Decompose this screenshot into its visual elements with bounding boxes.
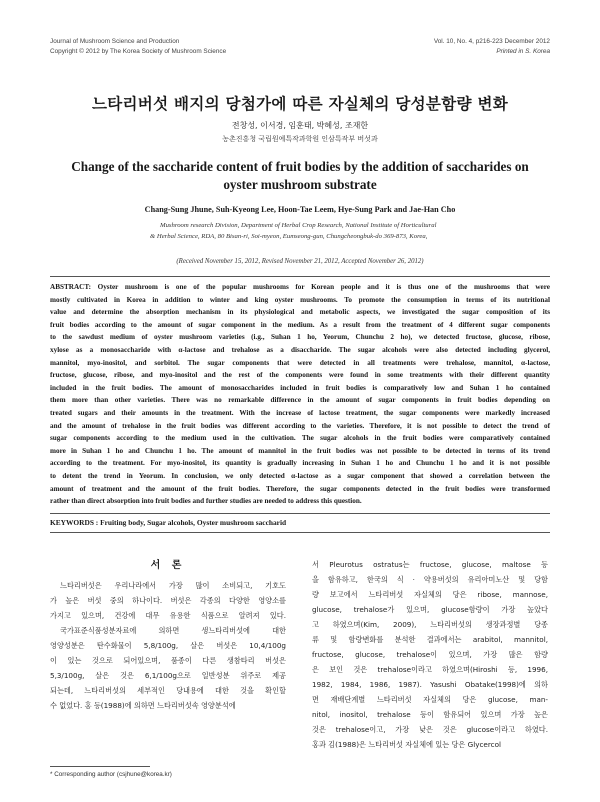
body-text-line: 것은 trehalose이고, 가장 낮은 것은 glucose이라고 하였다. <box>312 725 548 734</box>
abstract-line: more in Suhan 1 ho and Chunchu 1 ho. The amount of mannitol in the fruit bodies was not possible to be detected in terms of its trend <box>50 446 550 455</box>
corresponding-author-footnote: * Corresponding author (csjhune@korea.kr) <box>50 771 172 778</box>
korean-authors: 전창성, 이서경, 임훈태, 박혜성, 조재한 <box>231 121 369 130</box>
body-text-line: 수 없었다. 홍 등(1988)에 의하면 느타리버섯속 영양분석에 <box>50 701 236 710</box>
body-text-line: 되는데, 느타리버섯의 세부적인 당내용에 대한 것을 확인할 <box>50 686 286 695</box>
abstract-line: sugar components according to the medium used in the cultivation. The sugar alcohols in the fruit bodies were comparatively contained <box>50 434 550 443</box>
body-text-line: fructose, glucose, trehalose이 있으며, 가장 많은 함량 <box>312 650 548 659</box>
english-affiliation <box>150 220 540 242</box>
body-text-line: 국가표준식품성분자료에 의하면 생느타리버섯에 대한 <box>60 626 286 635</box>
body-text-line: 은 보인 것은 trehalose이라고 하였으며(Hiroshi 등, 1996, <box>312 665 548 674</box>
abstract-bottom-rule <box>50 513 550 514</box>
keywords: KEYWORDS : Fruiting body, Sugar alcohols, Oyster mushroom saccharid <box>50 518 287 527</box>
body-text-line: 가지고 있으며, 건강에 대무 유용한 식품으로 알려져 있다. <box>50 611 286 620</box>
abstract-top-rule <box>50 276 550 277</box>
body-text-line: 량 보고에서 느타리버섯 자실체의 당은 ribose, mannose, <box>312 590 548 599</box>
body-text-line: 홍과 김(1988)은 느타리버섯 자실체에 있는 당은 Glycercol <box>312 740 501 749</box>
korean-affiliation: 농촌진흥청 국립원예특작과학원 인삼특작부 버섯과 <box>222 135 378 143</box>
footnote-rule <box>50 766 150 767</box>
abstract-line: to detent the trend in Yeorum. In conclusion, we only detected α-lactose as a sugar component that showed a correlation between the <box>50 471 550 480</box>
body-text-line: 류 및 함량변화를 분석한 결과에서는 arabitol, mannitol, <box>312 635 548 644</box>
volume-info: Vol. 10, No. 4, p216-223 December 2012 <box>433 38 550 45</box>
abstract-line: and the amount of trehalose in the fruit bodies was different according to the varieties. Therefore, it is not possible to detect the trend of <box>50 421 550 430</box>
body-text-line: glucose, trehalose가 있으며, glucose함량이 가장 높았다 <box>312 605 548 614</box>
right-body-column <box>312 557 548 752</box>
abstract-line: treated sugars and their amounts in the treatment. With the increase of lactose treatment, the sugar components were markedly increased <box>50 408 550 417</box>
received-dates: (Received November 15, 2012, Revised November 21, 2012, Accepted November 26, 2012) <box>176 258 424 265</box>
body-text-line: 을 함유하고, 한국의 식 · 약용버섯의 유리아미노산 및 당함 <box>312 575 548 584</box>
abstract-line: to the sawdust medium of oyster mushroom varieties (i.g., Suhan 1 ho, Yeorum, Chunchu 2 ho), we detected fructose, glucose, ribose, <box>50 333 550 342</box>
section-title-introduction: 서 론 <box>150 560 186 571</box>
body-text-line: 5,3/100g, 살은 것은 6,1/100g으로 일반성분 위주로 제공 <box>50 671 286 680</box>
abstract-line: xylose as a monosaccharide with α-lactose and trehalose as a disaccharide. The sugar alcohols were also detected including glycerol, <box>50 345 550 354</box>
journal-name: Journal of Mushroom Science and Production <box>50 38 180 45</box>
abstract-line: according to the treatment. For myo-inositol, its quantity is gradually increasing in Suhan 1 ho and Chunchu 1 ho and it is not possible <box>50 459 550 468</box>
abstract-line: them more than other varieties. There was no remarkable difference in the amount of sugar components in fruit bodies depending on <box>50 396 550 405</box>
abstract-line: fructose, glucose, ribose, and myo-inositol and the rest of the components were found in some treatments with their different quantity <box>50 371 550 380</box>
abstract-line: mostly cultivated in Korea in addition to winter and king oyster mushrooms. To promote the consumption in terms of its nutritional <box>50 295 550 304</box>
abstract-line: amount of treatment and the amount of the fruit bodies. Therefore, the sugar components detected in the fruit bodies were transformed <box>50 484 550 493</box>
abstract-line: rather than direct absorption into fruit bodies and further studies are needed to address this question. <box>50 497 362 506</box>
body-text-line: 느타리버섯은 우리나라에서 가장 많이 소비되고, 기호도 <box>60 581 286 590</box>
abstract <box>50 281 550 508</box>
abstract-line: fruit bodies according to the amount of sugar component in the medium. As a result from the treatment of 4 different sugar components <box>50 320 550 329</box>
printed-in: Printed in S. Korea <box>496 48 550 55</box>
body-text-line: 고 하였으며(Kim, 2009), 느타리버섯의 생장과정별 당종 <box>312 620 548 629</box>
affiliation-line: & Herbal Science, RDA, 80 Bisan-ri, Soi-myeon, Eumseong-gun, Chungcheongbuk-do 369-873, Korea, <box>150 233 428 240</box>
affiliation-line: Mushroom research Division, Department of Herbal Crop Research, National Institute of Horticultural <box>160 222 437 229</box>
copyright-line: Copyright © 2012 by The Korea Society of Mushroom Science <box>50 48 227 55</box>
keywords-rule <box>50 532 550 533</box>
body-text-line: 이 있는 것으로 되어있으며, 품종이 다른 생참타리 버섯은 <box>50 656 286 665</box>
english-title: Change of the saccharide content of fruit bodies by the addition of saccharides on oyster mushroom substrate <box>71 159 529 192</box>
abstract-line: ABSTRACT: Oyster mushroom is one of the popular mushrooms for Korean people and it is thus one of the mushrooms that were <box>50 283 550 291</box>
abstract-line: mannitol, myo-inositol, and sorbitol. The sugar components that were detected in all treatments were trehalose, mannitol, α-lactose, <box>50 358 550 367</box>
body-text-line: 서 Pleurotus ostratus는 fructose, glucose, maltose 등 <box>312 560 548 569</box>
body-text-line: 영양성분은 탄수화물이 5,8/100g, 살은 버섯은 10,4/100g <box>50 641 286 650</box>
issue-header <box>434 37 550 57</box>
journal-header <box>50 37 226 57</box>
abstract-line: value and determine the absorption mechanism in its physiological and metabolic aspects, we investigated the sugar composition of its <box>50 308 550 317</box>
left-body-column <box>50 578 286 713</box>
body-text-line: nitol, inositol, trehalose 등이 함유되어 있으며 가장 높은 <box>312 710 548 719</box>
abstract-line: included in the fruit bodies. The amount of monosaccharides included in fruit bodies is comparatively low and Suhan 1 ho contained <box>50 383 550 392</box>
body-text-line: 면 재배단계별 느타리버섯 자실체의 당은 glucose, man- <box>312 695 548 704</box>
body-text-line: 가 높은 버섯 중의 하나이다. 버섯은 각종의 다양한 영양소를 <box>50 596 286 605</box>
body-text-line: 1982, 1984, 1986, 1987). Yasushi Obatake(1998)에 의하 <box>312 680 548 689</box>
english-authors: Chang-Sung Jhune, Suh-Kyeong Lee, Hoon-Tae Leem, Hye-Sung Park and Jae-Han Cho <box>144 205 456 214</box>
korean-title: 느타리버섯 배지의 당첨가에 따른 자실체의 당성분함량 변화 <box>91 95 508 113</box>
